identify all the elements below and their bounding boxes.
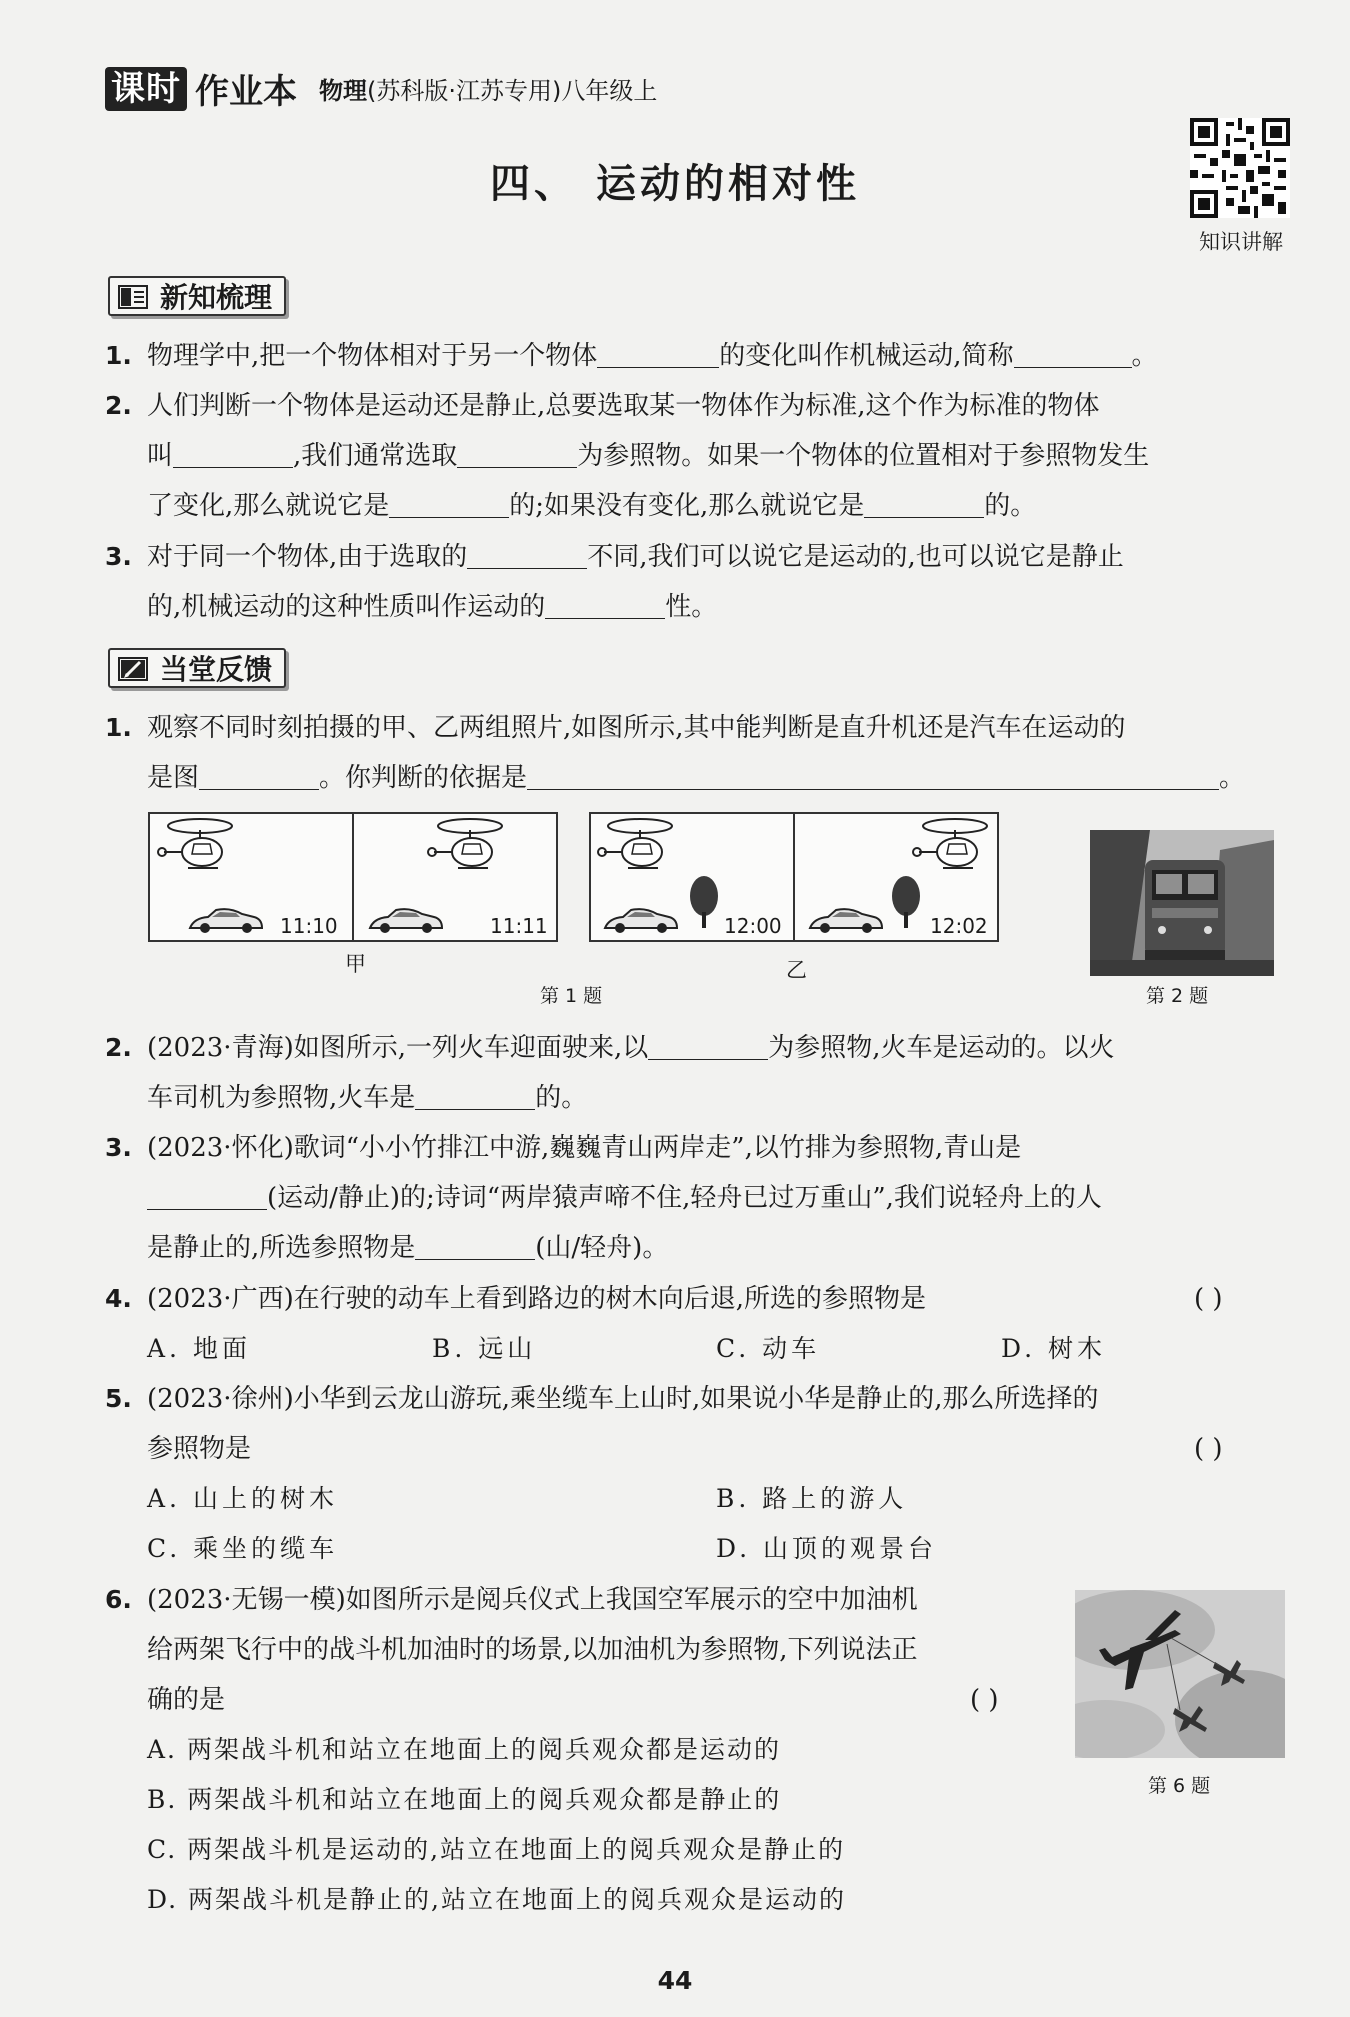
- answer-blank[interactable]: [597, 338, 719, 368]
- text-segment: 的。: [535, 1083, 588, 1113]
- option-b[interactable]: B. 路上的游人: [716, 1484, 908, 1513]
- answer-blank[interactable]: [199, 760, 319, 790]
- feedback-question-2-line-1: [147, 1028, 1115, 1068]
- option-d[interactable]: D. 山顶的观景台: [716, 1534, 938, 1563]
- text-segment: 是静止的,所选参照物是: [147, 1233, 416, 1263]
- train-photo: [1090, 830, 1274, 976]
- option-a[interactable]: A. 两架战斗机和站立在地面上的阅兵观众都是运动的: [147, 1735, 781, 1764]
- tree-icon: [690, 876, 718, 928]
- text-segment: 。: [1219, 763, 1246, 793]
- feedback-question-6-line-2: 给两架飞行中的战斗机加油时的场景,以加油机为参照物,下列说法正: [147, 1635, 918, 1665]
- text-segment: 了变化,那么就说它是: [147, 491, 390, 521]
- option-a[interactable]: A. 山上的树木: [147, 1484, 338, 1513]
- answer-blank[interactable]: [1014, 338, 1132, 368]
- question-number: 2.: [105, 1033, 132, 1062]
- answer-blank[interactable]: [864, 488, 984, 518]
- text-segment: 为参照物。如果一个物体的位置相对于参照物发生: [577, 441, 1150, 471]
- aircraft-refueling-photo: [1075, 1590, 1285, 1758]
- feedback-question-5-line-1: (2023·徐州)小华到云龙山游玩,乘坐缆车上山时,如果说小华是静止的,那么所选择的: [147, 1384, 1099, 1414]
- tree-icon: [892, 876, 920, 928]
- answer-parentheses[interactable]: ( ): [970, 1685, 999, 1715]
- feedback-question-3-line-3: [147, 1228, 668, 1268]
- feedback-question-2-line-2: [147, 1078, 587, 1118]
- answer-blank[interactable]: [173, 438, 293, 468]
- answer-blank[interactable]: [415, 1230, 535, 1260]
- answer-blank[interactable]: [389, 488, 509, 518]
- helicopter-icon: [158, 819, 232, 868]
- option-c[interactable]: C. 两架战斗机是运动的,站立在地面上的阅兵观众是静止的: [147, 1835, 846, 1864]
- figure-time-label: 12:00: [724, 914, 782, 938]
- question-2-line-3: [147, 486, 1036, 526]
- text-segment: (山/轻舟)。: [535, 1233, 669, 1263]
- page-number: 44: [657, 1966, 693, 1995]
- text-segment: 是图: [147, 763, 200, 793]
- figure-label-yi: 乙: [786, 958, 807, 982]
- figure-2-caption: 第 2 题: [1146, 985, 1209, 1007]
- text-segment: 为参照物,火车是运动的。以火: [768, 1033, 1115, 1063]
- option-b[interactable]: B. 两架战斗机和站立在地面上的阅兵观众都是静止的: [147, 1785, 782, 1814]
- text-segment: ,我们通常选取: [293, 441, 458, 471]
- book-subject: 物理: [319, 77, 367, 105]
- page-title: 四、 运动的相对性: [490, 161, 860, 207]
- question-2-line-2: [147, 436, 1149, 476]
- text-segment: 对于同一个物体,由于选取的: [147, 542, 468, 572]
- feedback-question-3-line-2: [147, 1178, 1102, 1218]
- figure-time-label: 11:10: [280, 914, 338, 938]
- text-segment: 的,机械运动的这种性质叫作运动的: [147, 592, 546, 622]
- text-segment: (运动/静止)的;诗词“两岸猿声啼不住,轻舟已过万重山”,我们说轻舟上的人: [267, 1183, 1102, 1213]
- figure-time-label: 12:02: [930, 914, 988, 938]
- answer-blank[interactable]: [415, 1080, 535, 1110]
- car-icon: [605, 909, 677, 933]
- qr-code-icon[interactable]: [1190, 118, 1290, 218]
- book-header: [105, 64, 657, 113]
- figure-time-label: 11:11: [490, 914, 548, 938]
- text-segment: 的;如果没有变化,那么就说它是: [509, 491, 865, 521]
- feedback-question-4-stem: (2023·广西)在行驶的动车上看到路边的树木向后退,所选的参照物是: [147, 1284, 926, 1314]
- question-1-line: [147, 336, 1158, 376]
- option-b[interactable]: B. 远山: [432, 1334, 537, 1363]
- question-2-line-1: 人们判断一个物体是运动还是静止,总要选取某一物体作为标准,这个作为标准的物体: [147, 391, 1100, 421]
- answer-blank[interactable]: [545, 589, 665, 619]
- helicopter-icon: [598, 819, 672, 868]
- section-heading-text: 新知梳理: [160, 281, 273, 314]
- book-name: 作业本: [195, 72, 297, 112]
- answer-blank[interactable]: [648, 1030, 768, 1060]
- answer-parentheses[interactable]: ( ): [1194, 1434, 1223, 1464]
- book-icon: [118, 284, 150, 310]
- question-3-line-1: [147, 537, 1124, 577]
- option-c[interactable]: C. 乘坐的缆车: [147, 1534, 339, 1563]
- answer-parentheses[interactable]: ( ): [1194, 1284, 1223, 1314]
- book-logo: 课时: [105, 67, 187, 111]
- answer-blank[interactable]: [527, 760, 1219, 790]
- feedback-question-5-line-2: 参照物是: [147, 1434, 252, 1464]
- feedback-question-3-line-1: (2023·怀化)歌词“小小竹排江中游,巍巍青山两岸走”,以竹排为参照物,青山是: [147, 1133, 1022, 1163]
- question-number: 3.: [105, 542, 132, 571]
- answer-blank[interactable]: [147, 1180, 267, 1210]
- figure-1-caption: 第 1 题: [540, 985, 603, 1007]
- car-icon: [810, 909, 882, 933]
- answer-blank[interactable]: [467, 539, 587, 569]
- text-segment: 性。: [665, 592, 718, 622]
- question-number: 6.: [105, 1585, 132, 1614]
- helicopter-icon: [428, 819, 502, 868]
- text-segment: (2023·青海)如图所示,一列火车迎面驶来,以: [147, 1033, 649, 1063]
- answer-blank[interactable]: [457, 438, 577, 468]
- text-segment: 物理学中,把一个物体相对于另一个物体: [147, 341, 598, 371]
- option-d[interactable]: D. 树木: [1001, 1334, 1107, 1363]
- feedback-question-1-line-2: [147, 758, 1245, 798]
- figure-6-caption: 第 6 题: [1148, 1775, 1211, 1797]
- question-3-line-2: [147, 587, 717, 627]
- helicopter-icon: [913, 819, 987, 868]
- section-heading-text: 当堂反馈: [160, 653, 273, 686]
- section-heading-feedback: [108, 648, 286, 688]
- text-segment: 不同,我们可以说它是运动的,也可以说它是静止: [587, 542, 1124, 572]
- pencil-note-icon: [118, 656, 150, 682]
- text-segment: 的变化叫作机械运动,简称: [719, 341, 1014, 371]
- text-segment: 叫: [147, 441, 174, 471]
- text-segment: 。你判断的依据是: [319, 763, 528, 793]
- question-number: 5.: [105, 1384, 132, 1413]
- qr-label: 知识讲解: [1199, 230, 1283, 254]
- text-segment: 。: [1131, 341, 1158, 371]
- text-segment: 的。: [984, 491, 1037, 521]
- section-heading-new-knowledge: [108, 276, 286, 316]
- feedback-question-6-line-3: 确的是: [147, 1685, 226, 1715]
- feedback-question-1-line-1: 观察不同时刻拍摄的甲、乙两组照片,如图所示,其中能判断是直升机还是汽车在运动的: [147, 713, 1126, 743]
- car-icon: [190, 909, 262, 933]
- text-segment: 车司机为参照物,火车是: [147, 1083, 416, 1113]
- book-edition: (苏科版·江苏专用)八年级上: [367, 77, 658, 105]
- question-number: 1.: [105, 713, 132, 742]
- option-c[interactable]: C. 动车: [716, 1334, 821, 1363]
- question-number: 2.: [105, 391, 132, 420]
- feedback-question-6-line-1: (2023·无锡一模)如图所示是阅兵仪式上我国空军展示的空中加油机: [147, 1585, 918, 1615]
- car-icon: [370, 909, 442, 933]
- figure-label-jia: 甲: [345, 952, 366, 976]
- option-a[interactable]: A. 地面: [147, 1334, 251, 1363]
- option-d[interactable]: D. 两架战斗机是静止的,站立在地面上的阅兵观众是运动的: [147, 1885, 846, 1914]
- question-number: 1.: [105, 341, 132, 370]
- question-number: 3.: [105, 1133, 132, 1162]
- question-number: 4.: [105, 1284, 132, 1313]
